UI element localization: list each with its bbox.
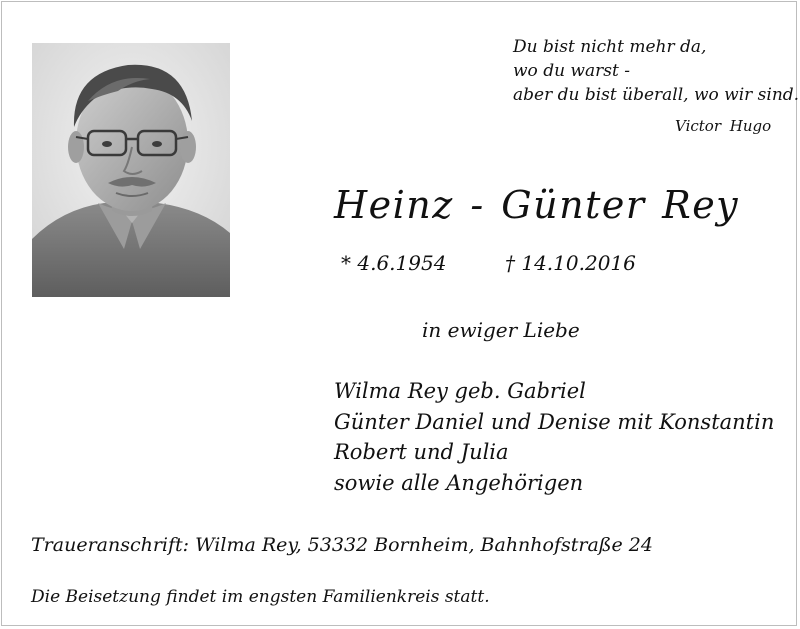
birth-date: * 4.6.1954 [341, 251, 447, 275]
death-date: † 14.10.2016 [505, 251, 636, 275]
portrait-image [32, 43, 230, 297]
memorial-quote [513, 35, 800, 107]
burial-notice: Die Beisetzung findet im engsten Familienkreis statt. [31, 587, 490, 607]
quote-line: Du bist nicht mehr da, [513, 37, 707, 57]
portrait-photo [32, 43, 230, 297]
quote-line: wo du warst - [513, 61, 630, 81]
mourner-entry: Robert und Julia [334, 440, 509, 464]
mourner-entry: sowie alle Angehörigen [334, 470, 584, 495]
mourners-list [334, 376, 774, 498]
mourning-address: Traueranschrift: Wilma Rey, 53332 Bornheim, Bahnhofstraße 24 [31, 534, 653, 556]
quote-author: Victor Hugo [675, 117, 772, 135]
deceased-name: Heinz - Günter Rey [334, 183, 740, 227]
quote-line: aber du bist überall, wo wir sind. [513, 85, 800, 105]
mourner-entry: Günter Daniel und Denise mit Konstantin [334, 409, 775, 434]
mourner-entry: Wilma Rey geb. Gabriel [334, 379, 586, 403]
dedication-text: in ewiger Liebe [422, 318, 580, 342]
